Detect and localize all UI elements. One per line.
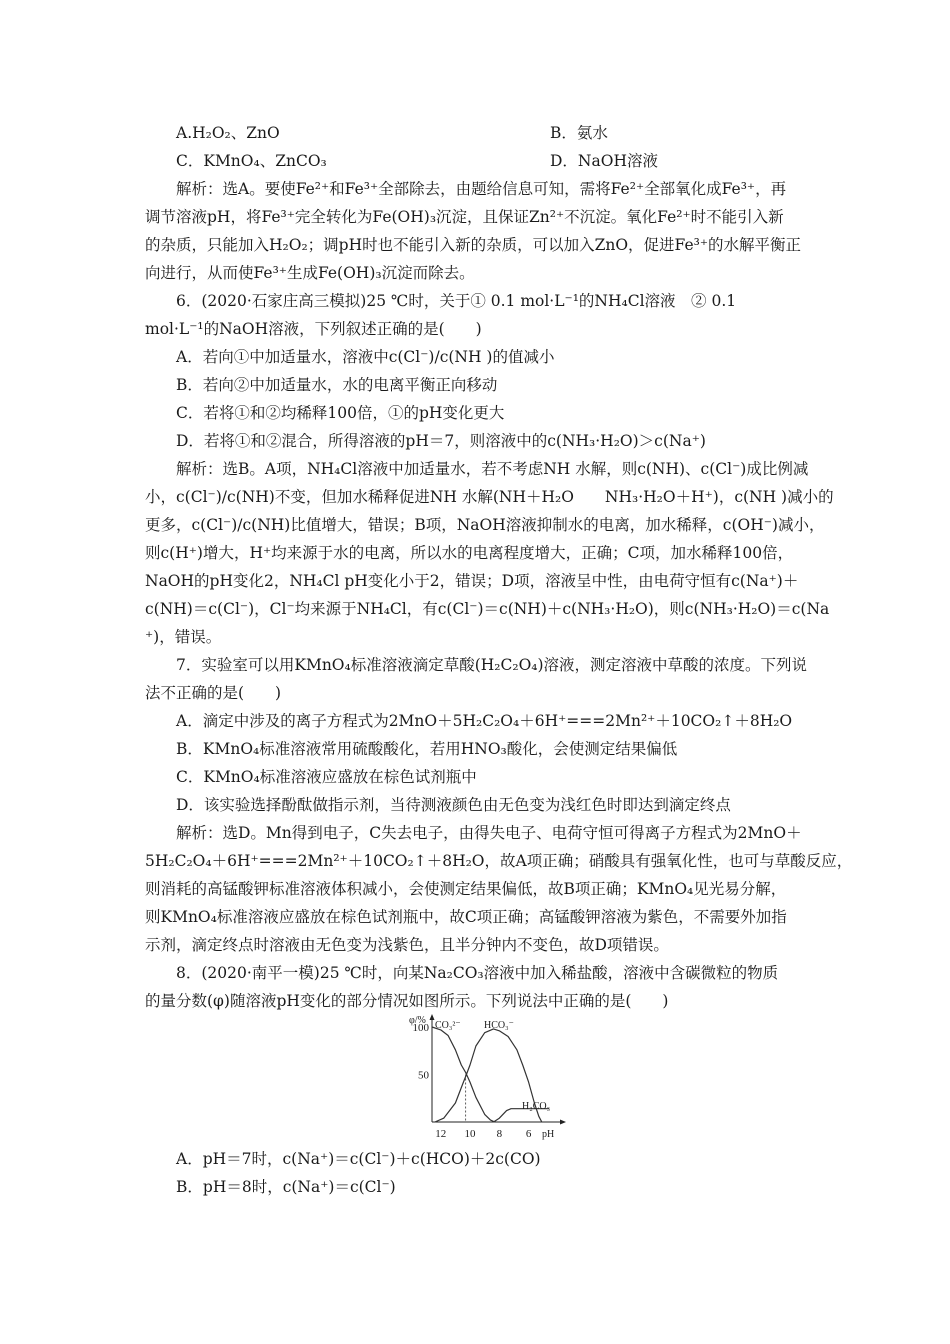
- q5-analysis-line: 的杂质，只能加入H₂O₂；调pH时也不能引入新的杂质，可以加入ZnO，促进Fe³⁺的水解平衡正: [145, 236, 802, 254]
- q7-analysis-line: 则消耗的高锰酸钾标准溶液体积减小，会使测定结果偏低，故B项正确；KMnO₄见光易分解，: [145, 880, 787, 898]
- x-tick-label: 10: [464, 1128, 476, 1140]
- q6-stem-line: mol·L⁻¹的NaOH溶液，下列叙述正确的是( ): [145, 320, 482, 338]
- q6-analysis-line: 更多，c(Cl⁻)/c(NH)比值增大，错误；B项，NaOH溶液抑制水的电离，加水稀释，c(OH⁻)减小，: [145, 516, 825, 534]
- q5-option-b: B．氨水: [550, 124, 608, 142]
- q6-option-b: B．若向②中加适量水，水的电离平衡正向移动: [176, 376, 498, 394]
- q7-analysis-line: 解析：选D。Mn得到电子，C失去电子，由得失电子、电荷守恒可得离子方程式为2MnO＋: [176, 824, 802, 842]
- series-label: H₂CO₃: [522, 1101, 551, 1112]
- y-tick-label: 50: [418, 1069, 429, 1082]
- y-tick-label: 100: [412, 1022, 429, 1034]
- q7-option-d: D．该实验选择酚酞做指示剂，当待测液颜色由无色变为浅红色时即达到滴定终点: [176, 796, 731, 814]
- y-axis-label: φ/%: [409, 1015, 426, 1026]
- y-axis-arrow: [430, 1014, 435, 1020]
- series-curve-0: [432, 1027, 495, 1122]
- q6-analysis-line: 解析：选B。A项，NH₄Cl溶液中加适量水，若不考虑NH 水解，则c(NH)、c(Cl⁻)成比例减: [176, 460, 809, 478]
- q5-analysis-line: 调节溶液pH，将Fe³⁺完全转化为Fe(OH)₃沉淀，且保证Zn²⁺不沉淀。氧化Fe²⁺时不能引入新: [145, 208, 784, 226]
- q7-option-c: C．KMnO₄标准溶液应盛放在棕色试剂瓶中: [176, 768, 477, 786]
- q5-analysis-line: 解析：选A。要使Fe²⁺和Fe³⁺全部除去，由题给信息可知，需将Fe²⁺全部氧化成Fe³⁺，再: [176, 180, 787, 198]
- q7-stem-line: 7．实验室可以用KMnO₄标准溶液滴定草酸(H₂C₂O₄)溶液，测定溶液中草酸的浓度。下列说: [176, 656, 808, 674]
- x-axis-label: pH: [542, 1129, 555, 1140]
- q8-option-a: A．pH＝7时，c(Na⁺)＝c(Cl⁻)＋c(HCO)＋2c(CO): [176, 1150, 541, 1168]
- q8-option-b: B．pH＝8时，c(Na⁺)＝c(Cl⁻): [176, 1178, 396, 1196]
- q8-stem-line: 的量分数(φ)随溶液pH变化的部分情况如图所示。下列说法中正确的是( ): [145, 992, 669, 1010]
- q6-stem-line: 6．(2020·石家庄高三模拟)25 ℃时，关于① 0.1 mol·L⁻¹的NH₄Cl溶液 ② 0.1: [176, 292, 737, 310]
- x-axis-arrow: [560, 1120, 566, 1125]
- q7-analysis-line: 示剂，滴定终点时溶液由无色变为浅紫色，且半分钟内不变色，故D项错误。: [145, 936, 669, 954]
- q7-option-b: B．KMnO₄标准溶液常用硫酸酸化，若用HNO₃酸化，会使测定结果偏低: [176, 740, 678, 758]
- q7-analysis-line: 则KMnO₄标准溶液应盛放在棕色试剂瓶中，故C项正确；高锰酸钾溶液为紫色，不需要外加指: [145, 908, 787, 926]
- q6-analysis-line: ⁺)，错误。: [145, 628, 222, 646]
- q6-option-c: C．若将①和②均稀释100倍，①的pH变化更大: [176, 404, 505, 422]
- q6-option-a: A．若向①中加适量水，溶液中c(Cl⁻)/c(NH )的值减小: [176, 348, 555, 366]
- q5-option-a: A.H₂O₂、ZnO: [176, 124, 280, 142]
- q6-option-d: D．若将①和②混合，所得溶液的pH＝7，则溶液中的c(NH₃·H₂O)＞c(Na⁺): [176, 432, 706, 450]
- q7-option-a: A．滴定中涉及的离子方程式为2MnO＋5H₂C₂O₄＋6H⁺===2Mn²⁺＋10CO₂↑＋8H₂O: [176, 712, 793, 730]
- q6-analysis-line: 则c(H⁺)增大，H⁺均来源于水的电离，所以水的电离程度增大，正确；C项，加水稀释100倍，: [145, 544, 794, 562]
- q5-analysis-line: 向进行，从而使Fe³⁺生成Fe(OH)₃沉淀而除去。: [145, 264, 475, 282]
- q5-option-c: C．KMnO₄、ZnCO₃: [176, 152, 327, 170]
- q5-option-d: D．NaOH溶液: [550, 152, 658, 170]
- q7-analysis-line: 5H₂C₂O₄＋6H⁺===2Mn²⁺＋10CO₂↑＋8H₂O，故A项正确；硝酸具有强氧化性，也可与草酸反应，: [145, 852, 853, 870]
- series-label: HCO₃⁻: [484, 1020, 514, 1031]
- q6-analysis-line: 小，c(Cl⁻)/c(NH)不变，但加水稀释促进NH 水解(NH＋H₂O NH₃·H₂O＋H⁺)，c(NH )减小的: [145, 488, 834, 506]
- q6-analysis-line: c(NH)＝c(Cl⁻)，Cl⁻均来源于NH₄Cl，有c(Cl⁻)＝c(NH)＋c(NH₃·H₂O)，则c(NH₃·H₂O)＝c(Na: [145, 600, 830, 618]
- x-tick-label: 6: [525, 1128, 532, 1140]
- q8-stem-line: 8．(2020·南平一模)25 ℃时，向某Na₂CO₃溶液中加入稀盐酸，溶液中含碳微粒的物质: [176, 964, 779, 982]
- q6-analysis-line: NaOH的pH变化2，NH₄Cl pH变化小于2，错误；D项，溶液呈中性，由电荷守恒有c(Na⁺)＋: [145, 572, 799, 590]
- series-label: CO₃²⁻: [435, 1020, 461, 1031]
- x-tick-label: 12: [435, 1128, 447, 1140]
- species-fraction-graph: [400, 1012, 570, 1142]
- x-tick-label: 8: [496, 1128, 503, 1140]
- q7-stem-line: 法不正确的是( ): [145, 684, 282, 702]
